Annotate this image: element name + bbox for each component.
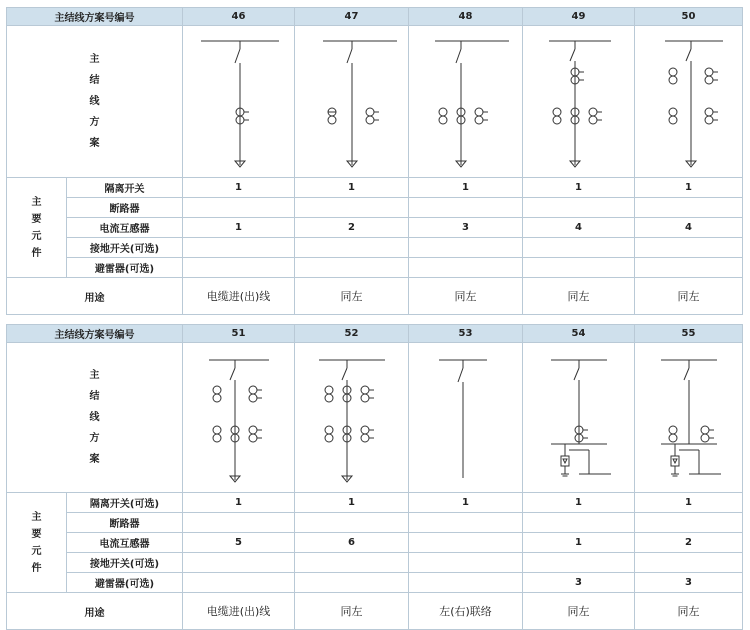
scheme-diagram-53 xyxy=(409,343,523,493)
scheme-label: 主 结 线 方 案 xyxy=(7,26,183,178)
cell-value: 3 xyxy=(409,218,523,238)
cell-value xyxy=(183,573,295,593)
cell-value xyxy=(523,198,635,218)
cell-value xyxy=(635,238,743,258)
scheme-diagram-55 xyxy=(635,343,743,493)
cell-value xyxy=(409,533,523,553)
cell-value xyxy=(183,238,295,258)
cell-value: 3 xyxy=(523,573,635,593)
cell-value xyxy=(183,198,295,218)
column-header: 50 xyxy=(635,8,743,26)
header-row xyxy=(7,8,743,26)
column-header: 49 xyxy=(523,8,635,26)
cell-value xyxy=(409,553,523,573)
cell-value: 2 xyxy=(635,533,743,553)
use-value: 电缆进(出)线 xyxy=(183,278,295,315)
cell-value xyxy=(635,513,743,533)
cell-value: 1 xyxy=(295,178,409,198)
scheme-table-1 xyxy=(6,7,743,315)
cell-value: 1 xyxy=(635,493,743,513)
header-label: 主结线方案号编号 xyxy=(7,8,183,26)
cell-value: 6 xyxy=(295,533,409,553)
cell-value: 1 xyxy=(295,493,409,513)
table-row xyxy=(7,238,743,258)
header-label: 主结线方案号编号 xyxy=(7,325,183,343)
table-row xyxy=(7,533,743,553)
group-label: 主 要 元 件 xyxy=(7,493,67,593)
use-value: 同左 xyxy=(409,278,523,315)
column-header: 48 xyxy=(409,8,523,26)
cell-value: 5 xyxy=(183,533,295,553)
table-row xyxy=(7,178,743,198)
cell-value: 1 xyxy=(409,493,523,513)
cell-value xyxy=(635,198,743,218)
cell-value xyxy=(183,258,295,278)
scheme-row xyxy=(7,26,743,178)
cell-value: 1 xyxy=(635,178,743,198)
cell-value xyxy=(183,513,295,533)
cell-value xyxy=(409,238,523,258)
cell-value: 4 xyxy=(523,218,635,238)
row-label: 隔离开关(可选) xyxy=(67,493,183,513)
column-header: 46 xyxy=(183,8,295,26)
cell-value xyxy=(409,258,523,278)
row-label: 隔离开关 xyxy=(67,178,183,198)
cell-value xyxy=(295,198,409,218)
row-label: 接地开关(可选) xyxy=(67,553,183,573)
use-value: 同左 xyxy=(635,278,743,315)
table-row xyxy=(7,513,743,533)
table-row xyxy=(7,198,743,218)
cell-value: 1 xyxy=(183,178,295,198)
row-label: 电流互感器 xyxy=(67,218,183,238)
cell-value xyxy=(523,238,635,258)
use-value: 同左 xyxy=(295,593,409,630)
table-row xyxy=(7,553,743,573)
scheme-diagram-51 xyxy=(183,343,295,493)
table-row xyxy=(7,573,743,593)
cell-value: 1 xyxy=(183,218,295,238)
column-header: 53 xyxy=(409,325,523,343)
row-label: 断路器 xyxy=(67,513,183,533)
column-header: 47 xyxy=(295,8,409,26)
use-row xyxy=(7,278,743,315)
use-value: 同左 xyxy=(295,278,409,315)
use-value: 同左 xyxy=(523,593,635,630)
row-label: 接地开关(可选) xyxy=(67,238,183,258)
cell-value xyxy=(409,198,523,218)
column-header: 55 xyxy=(635,325,743,343)
use-value: 同左 xyxy=(635,593,743,630)
cell-value xyxy=(523,553,635,573)
scheme-label: 主 结 线 方 案 xyxy=(7,343,183,493)
cell-value: 2 xyxy=(295,218,409,238)
cell-value xyxy=(295,513,409,533)
cell-value xyxy=(409,573,523,593)
scheme-diagram-46 xyxy=(183,26,295,178)
use-value: 电缆进(出)线 xyxy=(183,593,295,630)
cell-value: 1 xyxy=(523,493,635,513)
table-row xyxy=(7,258,743,278)
table-row xyxy=(7,218,743,238)
cell-value: 4 xyxy=(635,218,743,238)
row-label: 断路器 xyxy=(67,198,183,218)
scheme-diagram-49 xyxy=(523,26,635,178)
cell-value: 3 xyxy=(635,573,743,593)
scheme-row xyxy=(7,343,743,493)
use-value: 左(右)联络 xyxy=(409,593,523,630)
cell-value: 1 xyxy=(523,533,635,553)
cell-value xyxy=(295,238,409,258)
group-label: 主 要 元 件 xyxy=(7,178,67,278)
scheme-table-2 xyxy=(6,324,743,630)
cell-value xyxy=(523,258,635,278)
row-label: 电流互感器 xyxy=(67,533,183,553)
row-label: 避雷器(可选) xyxy=(67,258,183,278)
scheme-diagram-50 xyxy=(635,26,743,178)
scheme-diagram-47 xyxy=(295,26,409,178)
column-header: 51 xyxy=(183,325,295,343)
scheme-diagram-48 xyxy=(409,26,523,178)
use-label: 用途 xyxy=(7,278,183,315)
cell-value xyxy=(523,513,635,533)
table-row xyxy=(7,493,743,513)
use-row xyxy=(7,593,743,630)
header-row xyxy=(7,325,743,343)
scheme-diagram-54 xyxy=(523,343,635,493)
column-header: 54 xyxy=(523,325,635,343)
use-label: 用途 xyxy=(7,593,183,630)
cell-value xyxy=(295,553,409,573)
cell-value: 1 xyxy=(409,178,523,198)
cell-value xyxy=(635,553,743,573)
row-label: 避雷器(可选) xyxy=(67,573,183,593)
cell-value xyxy=(295,573,409,593)
cell-value xyxy=(295,258,409,278)
cell-value xyxy=(409,513,523,533)
use-value: 同左 xyxy=(523,278,635,315)
column-header: 52 xyxy=(295,325,409,343)
cell-value: 1 xyxy=(523,178,635,198)
cell-value: 1 xyxy=(183,493,295,513)
cell-value xyxy=(183,553,295,573)
scheme-diagram-52 xyxy=(295,343,409,493)
cell-value xyxy=(635,258,743,278)
